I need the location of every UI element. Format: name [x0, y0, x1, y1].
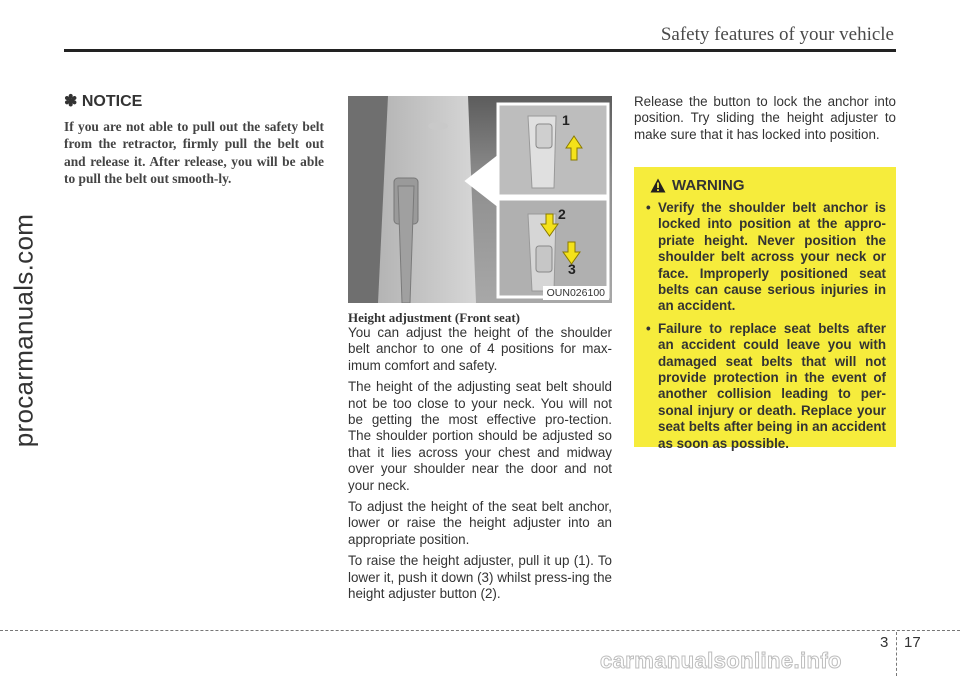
- callout-1: 1: [562, 112, 570, 128]
- column2-paragraph: You can adjust the height of the shoulder belt anchor to one of 4 positions for max-imum comfort and safety.: [348, 325, 612, 373]
- notice-title-text: NOTICE: [81, 93, 143, 110]
- notice-title: [64, 91, 142, 111]
- section-title: Safety features of your vehicle: [660, 24, 894, 45]
- column3-text: [634, 94, 896, 148]
- figure-caption: Height adjustment (Front seat): [348, 310, 520, 325]
- notice-body: If you are not able to pull out the safety belt from the retractor, firmly pull the belt out and release it. After release, you will be able to pull the belt out smooth-ly.: [64, 119, 324, 187]
- bullet: •: [646, 320, 651, 336]
- chapter-number: 3: [880, 634, 889, 651]
- footer-rule: [0, 630, 960, 631]
- seatbelt-height-figure: [348, 96, 612, 303]
- notice-symbol: ✽: [64, 93, 78, 110]
- warning-triangle-icon: [650, 178, 666, 193]
- warning-item: [644, 200, 886, 315]
- column2-paragraph: To raise the height adjuster, pull it up (1). To lower it, push it down (3) whilst press-ing the height adjuster button (2).: [348, 553, 612, 602]
- callout-2: 2: [558, 206, 566, 222]
- bottom-watermark: carmanualsonline.info: [600, 648, 842, 673]
- warning-item-text: Verify the shoulder belt anchor is locked into position at the appro-priate height. Never position the shoulder belt across your neck or face. Improperly positioned seat belts can cause serious injuries in an accident.: [658, 200, 886, 314]
- warning-list: [644, 200, 886, 452]
- side-watermark-text: procarmanuals.com: [8, 213, 39, 448]
- warning-header: [650, 177, 886, 194]
- page-divider: [896, 632, 897, 676]
- warning-item: [644, 321, 886, 452]
- side-watermark: [0, 150, 54, 510]
- column2-paragraph: The height of the adjusting seat belt should not be too close to your neck. You will not be getting the most effective pro-tection. The shoulder portion should be adjusted so that it lies across your chest and midway over your shoulder near the door and not your neck.: [348, 379, 612, 493]
- bullet: •: [646, 200, 651, 215]
- column3-paragraph: Release the button to lock the anchor into position. Try sliding the height adjuster to make sure that it has locked into position.: [634, 94, 896, 142]
- warning-title: WARNING: [672, 177, 745, 194]
- header-rule: [64, 49, 896, 52]
- figure-code: OUN026100: [543, 286, 609, 300]
- callout-3: 3: [568, 261, 576, 277]
- column2-paragraph: To adjust the height of the seat belt anchor, lower or raise the height adjuster into an appropriate position.: [348, 499, 612, 547]
- page-number: 17: [904, 634, 921, 651]
- warning-box: [634, 167, 896, 451]
- column2-text: [348, 325, 612, 608]
- warning-item-text: Failure to replace seat belts after an accident could leave you with damaged seat belts that will not provide protection in the event of another collision leading to per-sonal injury or death. Replace your seat belts after being in an accident as soon as possible.: [658, 320, 886, 451]
